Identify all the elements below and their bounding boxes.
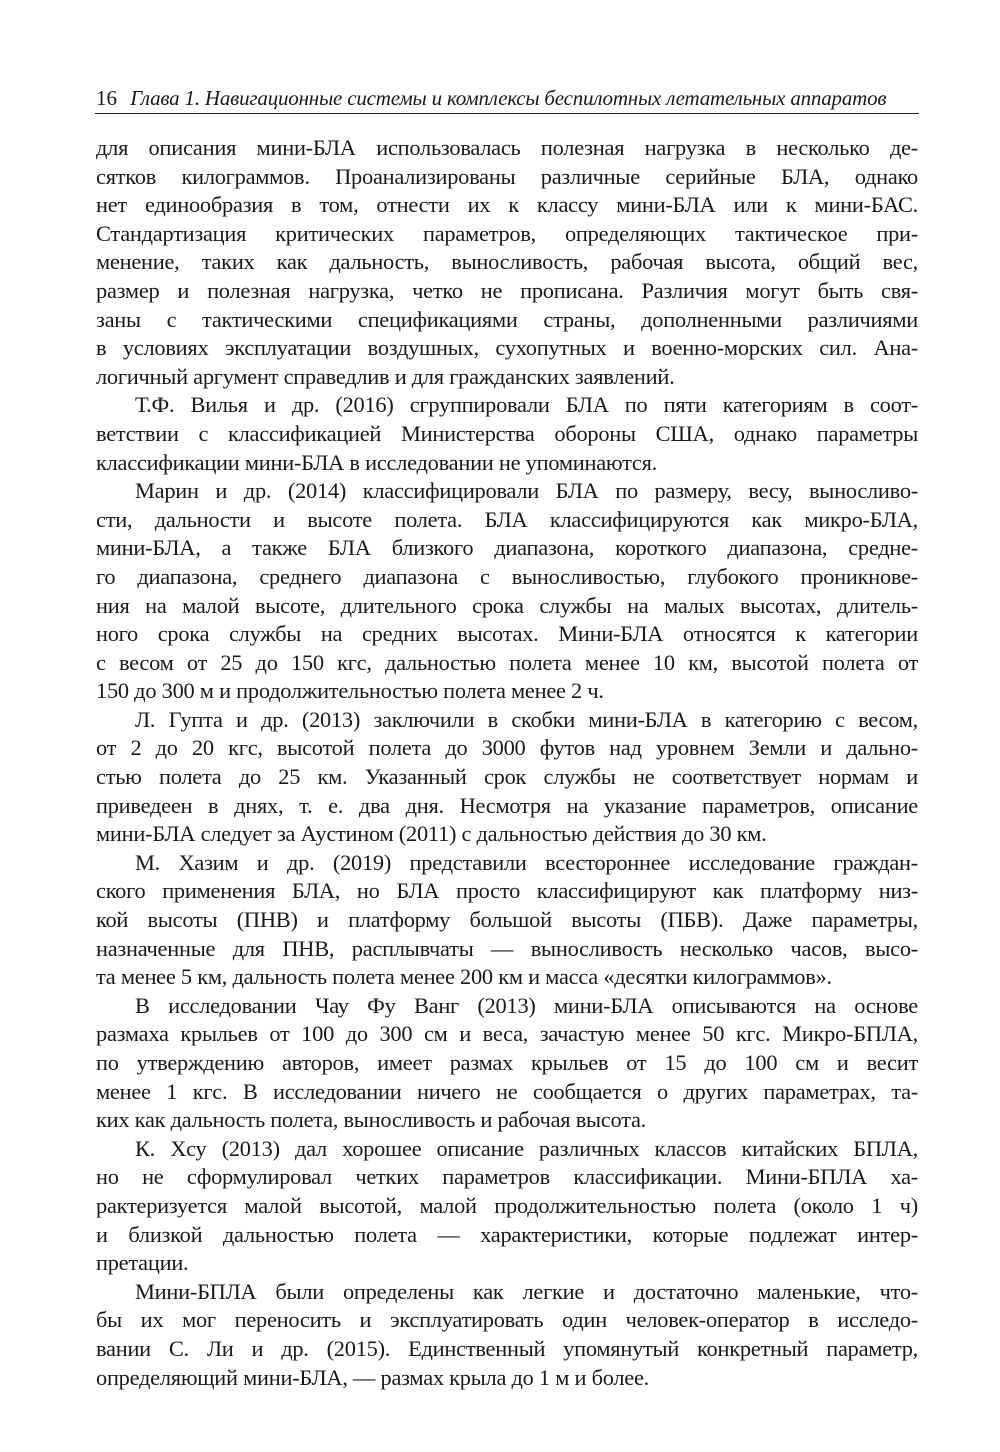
text-line: претации. — [96, 1250, 189, 1276]
text-line: мини-БЛА следует за Аустином (2011) с дальностью действия до 30 км. — [96, 821, 767, 847]
paragraph — [96, 1278, 918, 1392]
text-line: го диапазона, среднего диапазона с выносливостью, глубокого проникнове- — [96, 563, 918, 589]
text-line: назначенные для ПНВ, расплывчаты — выносливость несколько часов, высо- — [96, 935, 918, 961]
text-line: по утверждению авторов, имеет размах крыльев от 15 до 100 см и весит — [96, 1050, 918, 1075]
text-line: и близкой дальностью полета — характеристики, которые подлежат интер- — [96, 1221, 918, 1247]
text-line: логичный аргумент справедлив и для гражданских заявлений. — [96, 363, 675, 389]
text-line: В исследовании Чау Фу Ванг (2013) мини-БЛА описываются на основе — [135, 992, 918, 1018]
text-line: размаха крыльев от 100 до 300 см и веса, зачастую менее 50 кгс. Микро-БПЛА, — [96, 1021, 918, 1047]
text-line: М. Хазим и др. (2019) представили всестороннее исследование граждан- — [135, 849, 918, 875]
text-line: стью полета до 25 км. Указанный срок службы не соответствует нормам и — [96, 764, 918, 790]
text-line: К. Хсу (2013) дал хорошее описание различных классов китайских БПЛА, — [135, 1135, 918, 1161]
paragraph — [96, 477, 918, 706]
text-line: Мини-БПЛА были определены как легкие и достаточно маленькие, что- — [135, 1278, 918, 1304]
text-line: в условиях эксплуатации воздушных, сухопутных и военно-морских сил. Ана- — [96, 335, 918, 361]
text-line: Марин и др. (2014) классифицировали БЛА по размеру, весу, выносливо- — [135, 478, 918, 504]
text-line: ния на малой высоте, длительного срока службы на малых высотах, длитель- — [96, 592, 918, 618]
text-line: от 2 до 20 кгс, высотой полета до 3000 футов над уровнем Земли и дально- — [96, 735, 918, 761]
text-line: мини-БЛА, а также БЛА близкого диапазона, короткого диапазона, средне- — [96, 535, 918, 561]
text-line: размер и полезная нагрузка, четко не прописана. Различия могут быть свя- — [96, 277, 918, 303]
text-line: менение, таких как дальность, выносливость, рабочая высота, общий вес, — [96, 249, 918, 275]
text-line: бы их мог переносить и эксплуатировать один человек-оператор в исследо- — [96, 1307, 918, 1333]
text-line: кой высоты (ПНВ) и платформу большой высоты (ПБВ). Даже параметры, — [96, 907, 918, 933]
body-text — [96, 134, 918, 1392]
chapter-title: Глава 1. Навигационные системы и комплексы беспилотных летательных аппаратов — [130, 86, 887, 110]
text-line: с весом от 25 до 150 кгс, дальностью полета менее 10 км, высотой полета от — [96, 649, 918, 675]
text-line: Т.Ф. Вилья и др. (2016) сгруппировали БЛА по пяти категориям в соот- — [135, 392, 918, 418]
text-line: Л. Гупта и др. (2013) заключили в скобки мини-БЛА в категорию с весом, — [135, 706, 918, 732]
text-line: рактеризуется малой высотой, малой продолжительностью полета (около 1 ч) — [96, 1192, 918, 1218]
paragraph — [96, 992, 918, 1135]
text-line: ких как дальность полета, выносливость и рабочая высота. — [96, 1107, 646, 1133]
text-line: нет единообразия в том, отнести их к классу мини-БЛА или к мини-БАС. — [96, 192, 918, 218]
paragraph — [96, 134, 918, 391]
text-line: приведеен в днях, т. е. два дня. Несмотря на указание параметров, описание — [96, 792, 918, 818]
paragraph — [96, 849, 918, 992]
paragraph — [96, 706, 918, 849]
text-line: ветствии с классификацией Министерства обороны США, однако параметры — [96, 420, 918, 446]
text-line: классификации мини-БЛА в исследовании не упоминаются. — [96, 449, 657, 475]
text-line: 150 до 300 м и продолжительностью полета менее 2 ч. — [96, 678, 604, 704]
text-line: сятков килограммов. Проанализированы различные серийные БЛА, однако — [96, 163, 918, 189]
text-line: Стандартизация критических параметров, определяющих тактическое при- — [96, 220, 918, 246]
text-line: сти, дальности и высоте полета. БЛА классифицируются как микро-БЛА, — [96, 506, 918, 532]
text-line: вании С. Ли и др. (2015). Единственный упомянутый конкретный параметр, — [96, 1335, 918, 1361]
page-number: 16 — [96, 86, 117, 110]
running-head — [96, 84, 918, 112]
text-line: ного срока службы на средних высотах. Мини-БЛА относятся к категории — [96, 621, 918, 647]
text-line: определяющий мини-БЛА, — размах крыла до 1 м и более. — [96, 1364, 650, 1390]
text-line: для описания мини-БЛА использовалась полезная нагрузка в несколько де- — [96, 135, 918, 160]
header-rule — [95, 113, 919, 114]
text-line: но не сформулировал четких параметров классификации. Мини-БПЛА ха- — [96, 1164, 918, 1190]
text-line: ского применения БЛА, но БЛА просто классифицируют как платформу низ- — [96, 878, 918, 904]
text-line: заны с тактическими спецификациями страны, дополненными различиями — [96, 306, 918, 332]
paragraph — [96, 391, 918, 477]
text-line: та менее 5 км, дальность полета менее 200 км и масса «десятки килограммов». — [96, 964, 832, 990]
paragraph — [96, 1135, 918, 1278]
text-line: менее 1 кгс. В исследовании ничего не сообщается о других параметрах, та- — [96, 1078, 918, 1104]
